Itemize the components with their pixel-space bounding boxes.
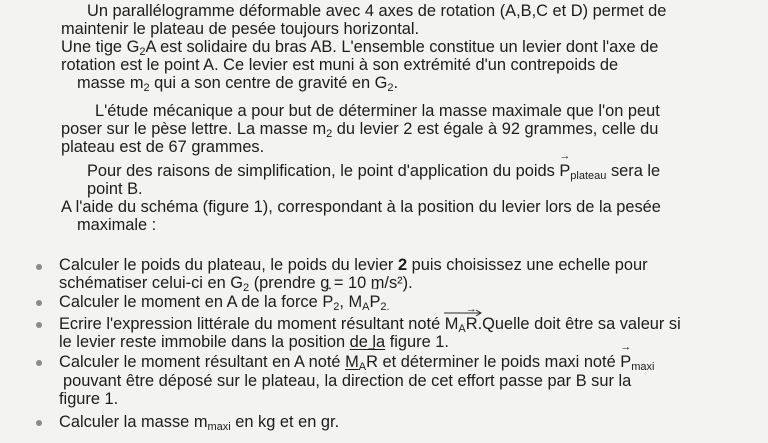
bullet-3-line-2: le levier reste immobile dans la position de la figure 1. — [59, 333, 449, 351]
simplif-line-3: A l'aide du schéma (figure 1), correspondant à la position du levier lors de la pesée — [61, 198, 661, 216]
vector-p-plateau: → P — [559, 162, 570, 180]
vector-p2: → P — [322, 293, 333, 311]
bullet-5-line-1: Calculer la masse $m_{maxi}$ en kg et en gr. — [59, 413, 340, 433]
study-line-3: plateau est de 67 grammes. — [61, 138, 265, 156]
study-line-1: L'étude mécanique a pour but de déterminer la masse maximale que l'on peut — [95, 102, 660, 120]
vector-r-result: → R — [366, 353, 378, 371]
bullet-4-line-2: pouvant être déposé sur le plateau, la direction de cet effort passe par B sur la — [63, 372, 632, 390]
study-line-2: poser sur le pèse lettre. La masse $m_2$ du levier 2 est égale à 92 grammes, celle du — [61, 120, 659, 140]
bullet-3-line-1: Ecrire l'expression littérale du moment résultant noté $M_A\to$ R.Quelle doit être sa valeur si — [59, 315, 681, 333]
bullet-1-line-2: schématiser celui-ci en $G_2$ (prendre g = 10 m/s²). — [59, 274, 413, 294]
bullet-dot — [36, 264, 42, 270]
intro-line-2: maintenir le plateau de pesée toujours horizontal. — [61, 20, 420, 38]
vector-p-maxi: → P — [620, 353, 631, 371]
bullet-4-line-1: Calculer le moment résultant en A noté $M_A\to R$ et déterminer le poids maxi noté → $P_{maxi}$ — [59, 353, 654, 371]
bullet-1-line-1: Calculer le poids du plateau, le poids du levier 2 puis choisissez une echelle pour — [59, 256, 648, 274]
bullet-dot — [36, 420, 42, 426]
vector-r: → R — [466, 315, 478, 333]
bullet-2-line-1: Calculer le moment en A de la force → $P_2$, $M_A\to P_{2.}$ — [59, 293, 390, 311]
intro-line-4: rotation est le point A. Ce levier est muni à son extrémité d'un contrepoids de — [61, 56, 619, 74]
simplif-line-2: point B. — [87, 180, 143, 198]
intro-line-3: Une tige $G_2A$ est solidaire du bras AB. L'ensemble constitue un levier dont l'axe de — [61, 38, 659, 58]
intro-line-5: masse $m_2$ qui a son centre de gravité en $G_2$. — [77, 74, 399, 94]
simplif-line-4: maximale : — [77, 216, 157, 234]
bullet-dot — [36, 360, 42, 366]
intro-line-1: Un parallélogramme déformable avec 4 axes de rotation (A,B,C et D) permet de — [87, 2, 667, 20]
vector-p2-moment: → P — [369, 293, 380, 311]
bullet-dot — [36, 322, 42, 328]
simplif-line-1: Pour des raisons de simplification, le point d'application du poids → $P_{plateau}$ sera le — [61, 162, 768, 180]
long-arrow-icon — [444, 308, 484, 318]
bullet-dot — [36, 300, 42, 306]
bullet-4-line-3: figure 1. — [59, 390, 119, 408]
